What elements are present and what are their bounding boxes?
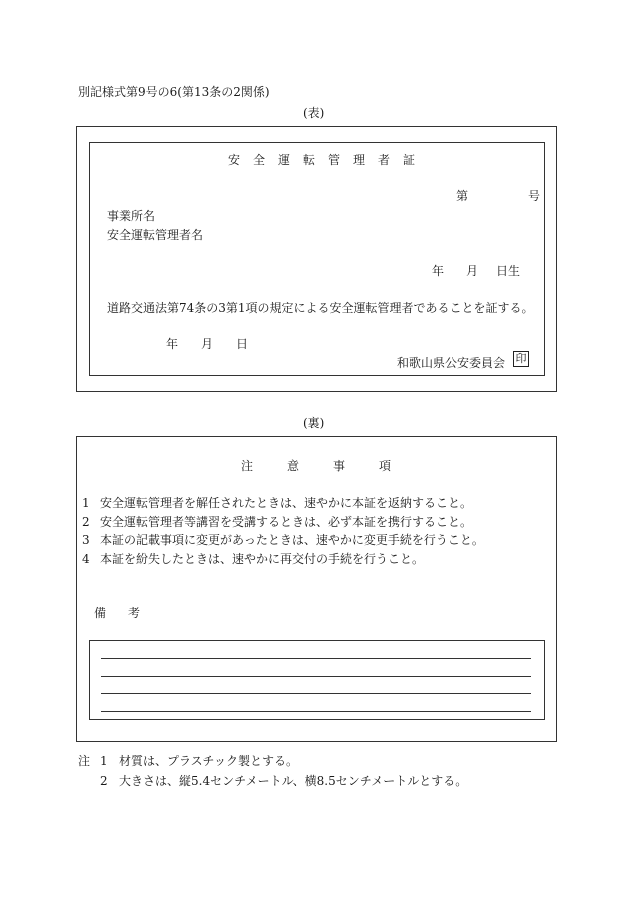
footnote-head: 注 [78,754,91,768]
footnote-text: 材質は、プラスチック製とする。 [119,754,299,768]
issue-day-label: 日 [236,337,249,351]
number-suffix: 号 [528,189,541,203]
footnote-number: 1 [100,754,108,768]
issue-year-label: 年 [166,337,179,351]
office-name-label: 事業所名 [107,209,156,223]
remarks-line [101,711,531,712]
remarks-label: 備考 [94,606,163,620]
footnote-number: 2 [100,774,108,788]
notes-title: 注意事項 [241,459,426,473]
notes-item-number: 1 [82,496,90,510]
notes-item [82,531,484,548]
notes-item-text: 本証を紛失したときは、速やかに再交付の手続を行うこと。 [100,552,425,566]
notes-item-number: 2 [82,515,90,529]
footnote-text: 大きさは、縦5.4センチメートル、横8.5センチメートルとする。 [119,774,468,788]
remarks-box [89,640,545,720]
remarks-line [101,693,531,694]
issue-date [166,335,248,352]
notes-item-text: 本証の記載事項に変更があったときは、速やかに変更手続を行うこと。 [100,533,484,547]
remarks-line [101,676,531,677]
manager-name-label: 安全運転管理者名 [107,228,204,242]
notes-item [82,494,472,511]
birth-date [432,262,520,279]
form-label: 別記様式第9号の6(第13条の2関係) [78,85,270,99]
birth-month-label: 月 [466,264,479,278]
certification-text: 道路交通法第74条の3第1項の規定による安全運転管理者であることを証する。 [107,301,534,315]
back-caption: (裏) [303,416,325,430]
front-caption: (表) [303,106,325,120]
front-card-inner [89,142,545,376]
notes-item-number: 3 [82,533,90,547]
issue-month-label: 月 [201,337,214,351]
notes-item [82,513,472,530]
remarks-line [101,658,531,659]
number-prefix: 第 [456,189,469,203]
notes-item [82,550,424,567]
seal-stamp: 印 [513,351,529,367]
footnote [78,752,298,769]
footnote [78,772,467,789]
notes-item-number: 4 [82,552,90,566]
notes-item-text: 安全運転管理者を解任されたときは、速やかに本証を返納すること。 [100,496,473,510]
card-title: 安全運転管理者証 [228,153,429,167]
birth-year-label: 年 [432,264,445,278]
birth-day-label: 日生 [496,264,521,278]
issuer-name: 和歌山県公安委員会 [397,356,506,370]
notes-item-text: 安全運転管理者等講習を受講するときは、必ず本証を携行すること。 [100,515,473,529]
